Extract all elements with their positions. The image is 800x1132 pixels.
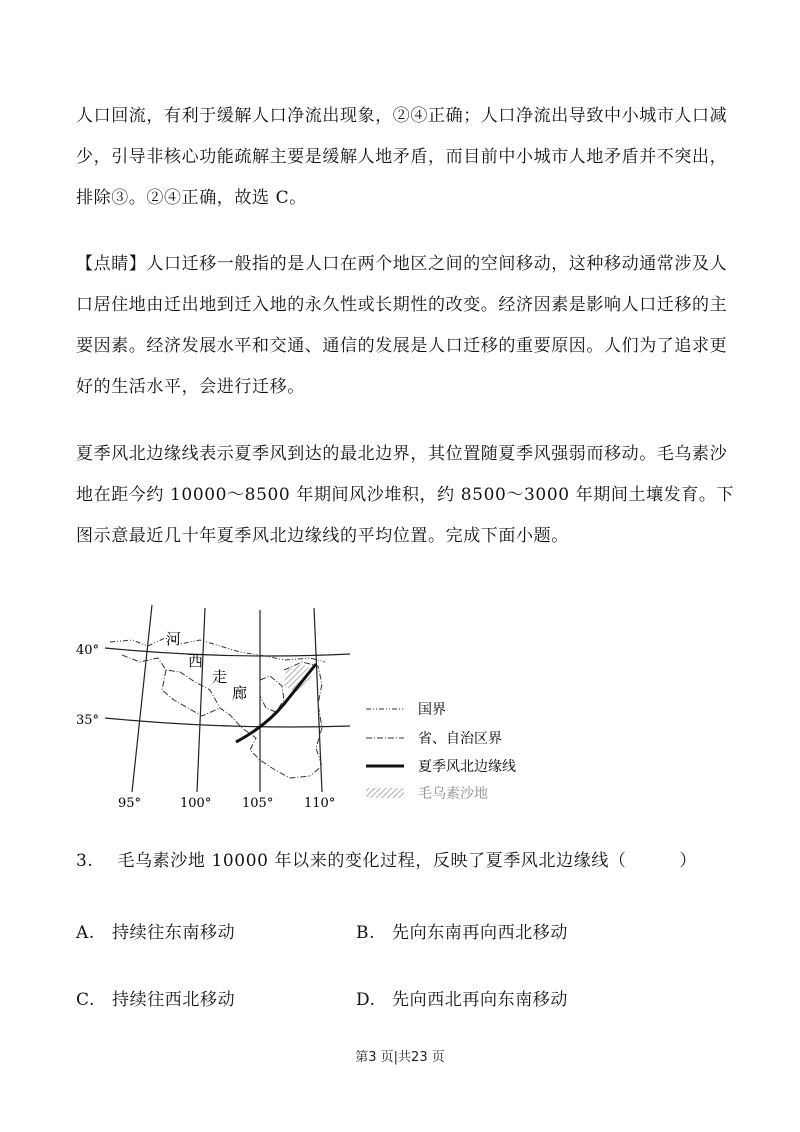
- lon-label-105: 105°: [242, 796, 274, 811]
- region-char-4: 廊: [232, 684, 248, 702]
- option-d[interactable]: [356, 985, 568, 1010]
- option-letter: C.: [76, 990, 96, 1010]
- option-letter: B.: [356, 923, 376, 943]
- map-svg: [70, 600, 570, 820]
- national-border: [110, 638, 325, 662]
- page-footer: 第3 页|共23 页: [355, 1050, 445, 1065]
- region-char-1: 河: [166, 630, 182, 648]
- option-text: 先向西北再向东南移动: [392, 990, 568, 1010]
- lon-label-100: 100°: [180, 796, 212, 811]
- legend-label-monsoon: 夏季风北边缘线: [418, 759, 516, 775]
- legend-label-province: 省、自治区界: [418, 731, 502, 747]
- question-3: [76, 846, 736, 871]
- option-letter: A.: [76, 923, 95, 943]
- longitude-95-line: [132, 605, 152, 792]
- longitude-100-line: [197, 608, 205, 792]
- option-text: 持续往西北移动: [112, 990, 236, 1010]
- map-legend: [366, 702, 516, 802]
- lat-label-40: 40°: [76, 643, 100, 658]
- option-c[interactable]: [76, 985, 235, 1010]
- question-number: 3.: [76, 851, 94, 871]
- question-stem: 夏季风北边缘线表示夏季风到达的最北边界，其位置随夏季风强弱而移动。毛乌素沙地在距今约 10000～8500 年期间风沙堆积，约 8500～3000 年期间土壤发育。下图示意最近几十年夏季风北边缘线的平均位置。完成下面小题。: [76, 444, 735, 546]
- question-text: 毛乌素沙地 10000 年以来的变化过程，反映了夏季风北边缘线（ ）: [117, 851, 697, 871]
- lon-label-95: 95°: [118, 796, 142, 811]
- region-char-2: 西: [188, 652, 204, 670]
- option-letter: D.: [356, 990, 376, 1010]
- option-a[interactable]: [76, 918, 235, 943]
- region-char-3: 走: [212, 668, 228, 686]
- latitude-35-line: [105, 718, 350, 727]
- lon-label-110: 110°: [304, 796, 336, 811]
- option-text: 先向东南再向西北移动: [392, 923, 568, 943]
- option-b[interactable]: [356, 918, 568, 943]
- legend-label-national: 国界: [418, 702, 446, 718]
- lat-label-35: 35°: [76, 713, 100, 728]
- option-text: 持续往东南移动: [112, 923, 236, 943]
- legend-swatch-sand: [366, 788, 404, 798]
- tip-paragraph: 【点睛】人口迁移一般指的是人口在两个地区之间的空间移动，这种移动通常涉及人口居住地由迁出地到迁入地的永久性或长期性的改变。经济因素是影响人口迁移的主要因素。经济发展水平和交通、通信的发展是人口迁移的重要原因。人们为了追求更好的生活水平，会进行迁移。: [76, 254, 728, 397]
- latitude-40-line: [105, 648, 350, 656]
- answer-explanation: 人口回流，有利于缓解人口净流出现象，②④正确；人口净流出导致中小城市人口减少，引导非核心功能疏解主要是缓解人地矛盾，而目前中小城市人地矛盾并不突出，排除③。②④正确，故选 C。: [76, 106, 728, 208]
- legend-label-sand: 毛乌素沙地: [418, 786, 488, 802]
- monsoon-map: [70, 600, 570, 820]
- longitude-110-line: [314, 608, 322, 792]
